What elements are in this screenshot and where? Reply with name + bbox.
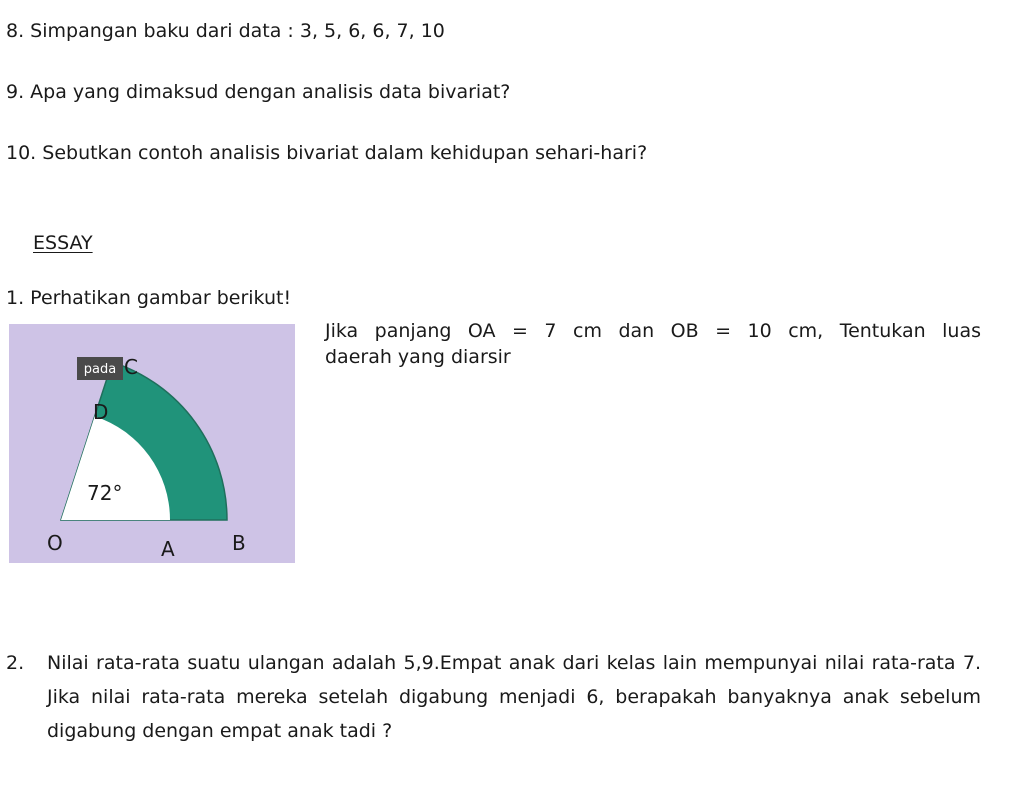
essay-item-1-line-1: Jika panjang OA = 7 cm dan OB = 10 cm, Tentukan luas bbox=[325, 320, 981, 342]
essay-item-1-intro: 1. Perhatikan gambar berikut! bbox=[6, 287, 292, 309]
point-a-label: A bbox=[161, 537, 175, 561]
question-10: 10. Sebutkan contoh analisis bivariat dalam kehidupan sehari-hari? bbox=[6, 142, 648, 164]
essay-item-1-line-2: daerah yang diarsir bbox=[325, 346, 511, 368]
angle-label: 72° bbox=[87, 481, 123, 505]
essay-item-2-number: 2. bbox=[6, 652, 25, 674]
point-b-label: B bbox=[232, 531, 246, 555]
sector-figure bbox=[9, 324, 295, 563]
point-d-label: D bbox=[93, 400, 109, 424]
essay-heading: ESSAY bbox=[33, 232, 93, 254]
point-o-label: O bbox=[47, 531, 63, 555]
question-9: 9. Apa yang dimaksud dengan analisis data bivariat? bbox=[6, 81, 511, 103]
figure-tag: pada bbox=[83, 362, 117, 377]
question-8: 8. Simpangan baku dari data : 3, 5, 6, 6, 7, 10 bbox=[6, 20, 445, 42]
point-c-label: C bbox=[124, 355, 138, 379]
essay-item-2-text: Nilai rata-rata suatu ulangan adalah 5,9.Empat anak dari kelas lain mempunyai nilai rata-rata 7. Jika nilai rata-rata mereka setelah digabung menjadi 6, berapakah banyaknya anak sebelum digabung dengan empat anak tadi ? bbox=[47, 652, 981, 742]
